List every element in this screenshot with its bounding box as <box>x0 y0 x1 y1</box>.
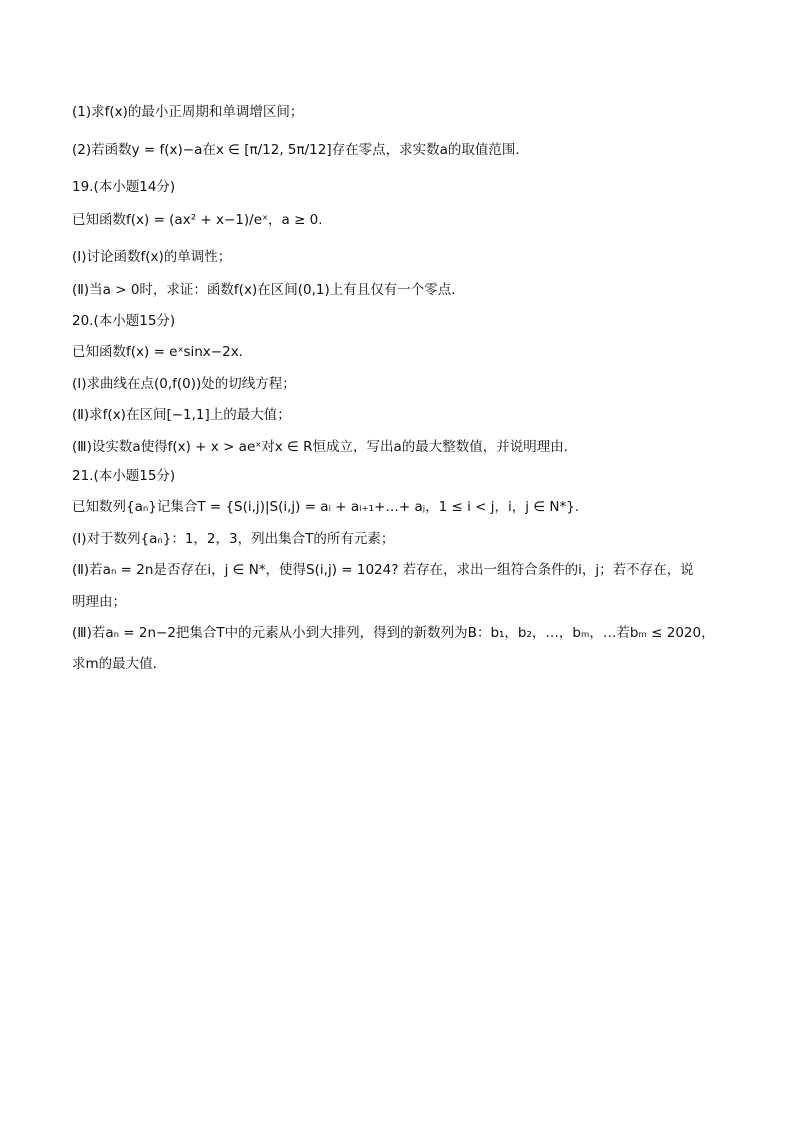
q20-stem: 已知函数f(x) = eˣsinx−2x． <box>72 344 253 360</box>
q19-part-1: (Ⅰ)讨论函数f(x)的单调性； <box>72 249 232 265</box>
q21-heading: 21.(本小题15分) <box>72 468 176 484</box>
q21-part-1: (Ⅰ)对于数列{aₙ}：1，2，3，列出集合T的所有元素； <box>72 531 395 547</box>
q20-part-1: (Ⅰ)求曲线在点(0,f(0))处的切线方程； <box>72 376 296 392</box>
q20-part-3: (Ⅲ)设实数a使得f(x) + x > aeˣ对x ∈ R恒成立，写出a的最大整数值，并说明理由． <box>72 439 578 455</box>
q21-stem: 已知数列{aₙ}记集合T = {S(i,j)|S(i,j) = aᵢ + aᵢ₊₁+…+ aⱼ，1 ≤ i < j，i，j ∈ N*}. <box>72 499 580 515</box>
q21-part-3-line-1: (Ⅲ)若aₙ = 2n−2把集合T中的元素从小到大排列，得到的新数列为B：b₁，b₂，…，bₘ，…若bₘ ≤ 2020， <box>72 625 715 641</box>
q18-part-1: (1)求f(x)的最小正周期和单调增区间； <box>72 104 304 120</box>
q19-heading: 19.(本小题14分) <box>72 179 176 195</box>
q19-stem: 已知函数f(x) = (ax² + x−1)/eˣ，a ≥ 0. <box>72 212 323 228</box>
q21-part-2-line-2: 明理由； <box>72 594 126 610</box>
q21-part-2-line-1: (Ⅱ)若aₙ = 2n是否存在i，j ∈ N*，使得S(i,j) = 1024? 若存在，求出一组符合条件的i，j；若不存在，说 <box>72 562 694 578</box>
q18-part-2: (2)若函数y = f(x)−a在x ∈ [π/12, 5π/12]存在零点，求实数a的取值范围． <box>72 142 529 158</box>
q20-part-2: (Ⅱ)求f(x)在区间[−1,1]上的最大值； <box>72 407 291 423</box>
q21-part-3-line-2: 求m的最大值． <box>72 656 167 672</box>
q19-part-2: (Ⅱ)当a > 0时，求证：函数f(x)在区间(0,1)上有且仅有一个零点． <box>72 282 465 298</box>
q20-heading: 20.(本小题15分) <box>72 313 176 329</box>
